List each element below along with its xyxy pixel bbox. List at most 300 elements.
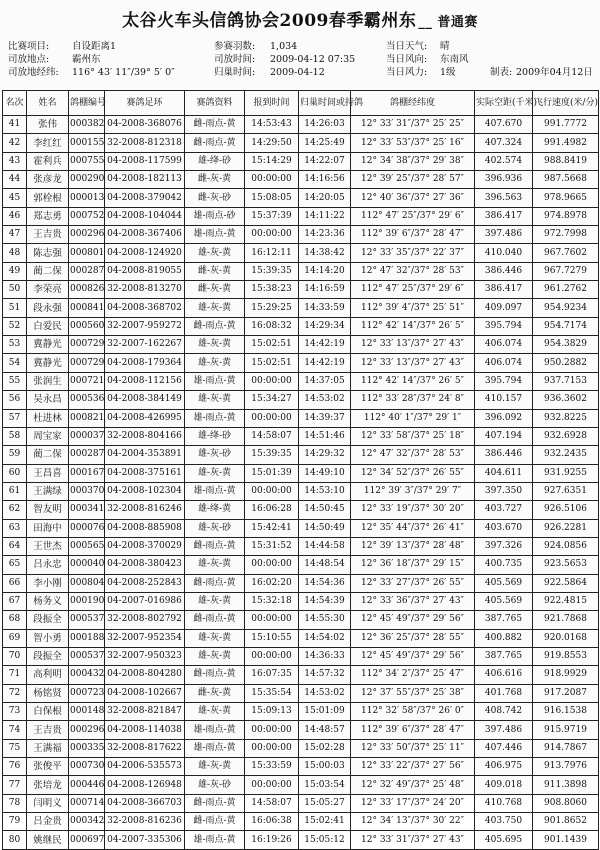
cell-speed: 931.9255	[533, 464, 599, 482]
cell-distance: 409.018	[475, 776, 533, 794]
cell-rank: 59	[3, 446, 27, 464]
cell-ring: 04-2008-375161	[105, 464, 185, 482]
cell-ring: 32-2007-950323	[105, 647, 185, 665]
cell-report-time: 14:58:07	[245, 427, 299, 445]
cell-return-time: 14:55:30	[299, 611, 351, 629]
cell-bird-info: 雄-雨点-黄	[185, 372, 245, 390]
cell-rank: 49	[3, 262, 27, 280]
cell-ring: 04-2008-112156	[105, 372, 185, 390]
cell-loft-coords: 12° 33′ 17″/37° 24′ 20″	[351, 794, 475, 812]
cell-speed: 911.3898	[533, 776, 599, 794]
cell-report-time: 00:00:00	[245, 482, 299, 500]
cell-name: 霍利兵	[27, 152, 69, 170]
cell-ring: 04-2008-114038	[105, 721, 185, 739]
cell-speed: 916.1538	[533, 703, 599, 721]
cell-loft-id: 000013	[69, 189, 105, 207]
cell-name: 闫明义	[27, 794, 69, 812]
cell-speed: 922.5864	[533, 574, 599, 592]
cell-loft-id: 000723	[69, 684, 105, 702]
cell-name: 郭栓根	[27, 189, 69, 207]
cell-report-time: 15:02:51	[245, 354, 299, 372]
cell-name: 王昌喜	[27, 464, 69, 482]
cell-bird-info: 雄-灰-黄	[185, 758, 245, 776]
table-row	[3, 684, 599, 702]
cell-distance: 407.194	[475, 427, 533, 445]
table-row	[3, 134, 599, 152]
wind-dir-value: 东南风	[440, 54, 469, 65]
cell-speed: 988.8419	[533, 152, 599, 170]
cell-report-time: 15:09:13	[245, 703, 299, 721]
header-distance: 实际空距(千米)	[475, 91, 533, 116]
cell-ring: 04-2008-380423	[105, 556, 185, 574]
title-sub: __ 普通赛	[418, 15, 478, 30]
cell-return-time: 14:49:10	[299, 464, 351, 482]
cell-name: 张润生	[27, 372, 69, 390]
project-value: 自设距离1	[72, 41, 117, 52]
table-row	[3, 758, 599, 776]
cell-speed: 922.4815	[533, 592, 599, 610]
header-row	[3, 91, 599, 116]
table-row	[3, 171, 599, 189]
cell-report-time: 14:53:43	[245, 116, 299, 134]
cell-distance: 404.611	[475, 464, 533, 482]
cell-ring: 32-2008-812318	[105, 134, 185, 152]
cell-loft-id: 000714	[69, 794, 105, 812]
cell-ring: 32-2007-959272	[105, 317, 185, 335]
cell-distance: 403.727	[475, 501, 533, 519]
cell-speed: 961.2762	[533, 281, 599, 299]
cell-name: 王吉贵	[27, 721, 69, 739]
cell-rank: 42	[3, 134, 27, 152]
entries-value: 1,034	[270, 41, 298, 52]
cell-speed: 919.8553	[533, 647, 599, 665]
cell-speed: 901.1439	[533, 831, 599, 849]
cell-bird-info: 雌-雨点-黄	[185, 317, 245, 335]
cell-report-time: 15:32:18	[245, 592, 299, 610]
cell-bird-info: 雄-灰-黄	[185, 354, 245, 372]
cell-name: 蔺二保	[27, 262, 69, 280]
cell-speed: 920.0168	[533, 629, 599, 647]
cell-rank: 73	[3, 703, 27, 721]
cell-ring: 04-2008-379042	[105, 189, 185, 207]
table-row	[3, 556, 599, 574]
cell-ring: 04-2008-384149	[105, 391, 185, 409]
cell-loft-id: 000826	[69, 281, 105, 299]
cell-bird-info: 雄-雨点-黄	[185, 482, 245, 500]
title-text: 太谷火车头信鸽协会2009春季霸州东	[122, 11, 417, 31]
made-label: 制表:	[490, 67, 513, 78]
table-row	[3, 262, 599, 280]
cell-distance: 397.350	[475, 482, 533, 500]
cell-loft-id: 000037	[69, 427, 105, 445]
header-loft-id: 鸽棚编号	[69, 91, 105, 116]
cell-speed: 927.6351	[533, 482, 599, 500]
cell-return-time: 14:16:56	[299, 171, 351, 189]
cell-ring: 04-2008-367406	[105, 226, 185, 244]
table-row	[3, 409, 599, 427]
cell-speed: 937.7153	[533, 372, 599, 390]
cell-speed: 950.2882	[533, 354, 599, 372]
cell-return-time: 14:36:33	[299, 647, 351, 665]
table-row	[3, 482, 599, 500]
cell-loft-id: 000335	[69, 739, 105, 757]
cell-loft-coords: 12° 33′ 31″/37° 25′ 25″	[351, 116, 475, 134]
cell-loft-id: 000341	[69, 501, 105, 519]
cell-ring: 32-2008-816246	[105, 501, 185, 519]
cell-return-time: 15:02:41	[299, 813, 351, 831]
cell-report-time: 15:38:23	[245, 281, 299, 299]
cell-loft-coords: 112° 42′ 14″/37° 26′ 5″	[351, 372, 475, 390]
cell-name: 吴永昌	[27, 391, 69, 409]
cell-name: 白爱民	[27, 317, 69, 335]
cell-bird-info: 雄-雨点-黄	[185, 831, 245, 849]
cell-loft-coords: 112° 39′ 4″/37° 25′ 51″	[351, 299, 475, 317]
cell-bird-info: 雄-雨点-黄	[185, 721, 245, 739]
weather-value: 晴	[440, 41, 450, 52]
cell-bird-info: 雄-灰-黄	[185, 336, 245, 354]
cell-loft-id: 000188	[69, 629, 105, 647]
table-row	[3, 574, 599, 592]
cell-loft-coords: 12° 33′ 31″/37° 27′ 43″	[351, 831, 475, 849]
header-loft-coords: 鸽棚经纬度	[351, 91, 475, 116]
cell-ring: 32-2008-817622	[105, 739, 185, 757]
cell-rank: 58	[3, 427, 27, 445]
cell-loft-coords: 12° 37′ 55″/37° 25′ 38″	[351, 684, 475, 702]
cell-loft-id: 000190	[69, 592, 105, 610]
cell-distance: 410.768	[475, 794, 533, 812]
cell-ring: 04-2008-885908	[105, 519, 185, 537]
cell-loft-coords: 112° 32′ 58″/37° 26′ 0″	[351, 703, 475, 721]
cell-speed: 991.4982	[533, 134, 599, 152]
cell-rank: 67	[3, 592, 27, 610]
cell-loft-coords: 112° 40′ 1″/37° 29′ 1″	[351, 409, 475, 427]
cell-name: 段振全	[27, 611, 69, 629]
table-row	[3, 592, 599, 610]
cell-loft-coords: 12° 33′ 50″/37° 25′ 11″	[351, 739, 475, 757]
cell-ring: 04-2008-102667	[105, 684, 185, 702]
cell-name: 姚继民	[27, 831, 69, 849]
cell-return-time: 15:01:09	[299, 703, 351, 721]
cell-distance: 396.563	[475, 189, 533, 207]
cell-return-time: 14:42:19	[299, 336, 351, 354]
cell-speed: 967.7602	[533, 244, 599, 262]
header-speed: 飞行速度(米/分)	[533, 91, 599, 116]
table-row	[3, 611, 599, 629]
cell-speed: 923.5653	[533, 556, 599, 574]
cell-return-time: 14:23:36	[299, 226, 351, 244]
cell-distance: 403.750	[475, 813, 533, 831]
cell-ring: 04-2008-102304	[105, 482, 185, 500]
cell-distance: 407.670	[475, 116, 533, 134]
cell-loft-id: 000536	[69, 391, 105, 409]
cell-report-time: 16:07:35	[245, 666, 299, 684]
cell-report-time: 15:10:55	[245, 629, 299, 647]
table-row	[3, 501, 599, 519]
cell-loft-coords: 112° 39′ 3″/37° 29′ 7″	[351, 482, 475, 500]
cell-speed: 917.2087	[533, 684, 599, 702]
cell-loft-coords: 112° 42′ 14″/37° 26′ 5″	[351, 317, 475, 335]
cell-rank: 79	[3, 813, 27, 831]
cell-return-time: 14:54:02	[299, 629, 351, 647]
cell-loft-coords: 112° 47′ 25″/37° 29′ 6″	[351, 281, 475, 299]
cell-loft-id: 000730	[69, 758, 105, 776]
cell-return-time: 14:51:46	[299, 427, 351, 445]
cell-distance: 386.446	[475, 446, 533, 464]
cell-rank: 78	[3, 794, 27, 812]
cell-loft-id: 000040	[69, 556, 105, 574]
cell-rank: 72	[3, 684, 27, 702]
cell-rank: 75	[3, 739, 27, 757]
cell-loft-coords: 12° 32′ 49″/37° 25′ 48″	[351, 776, 475, 794]
cell-rank: 71	[3, 666, 27, 684]
cell-bird-info: 雄-雨点-砂	[185, 207, 245, 225]
cell-bird-info: 雌-雨点-黄	[185, 666, 245, 684]
cell-ring: 04-2008-819055	[105, 262, 185, 280]
cell-return-time: 14:50:45	[299, 501, 351, 519]
cell-rank: 54	[3, 354, 27, 372]
cell-report-time: 16:02:20	[245, 574, 299, 592]
cell-loft-coords: 12° 34′ 52″/37° 26′ 55″	[351, 464, 475, 482]
cell-distance: 396.092	[475, 409, 533, 427]
cell-loft-id: 000801	[69, 244, 105, 262]
cell-return-time: 15:00:03	[299, 758, 351, 776]
cell-name: 王满绿	[27, 482, 69, 500]
cell-loft-coords: 112° 39′ 6″/37° 28′ 47″	[351, 721, 475, 739]
header-name: 姓名	[27, 91, 69, 116]
cell-ring: 04-2006-535573	[105, 758, 185, 776]
cell-bird-info: 雌-雨点-黄	[185, 134, 245, 152]
cell-rank: 51	[3, 299, 27, 317]
table-row	[3, 427, 599, 445]
page-title	[0, 6, 600, 31]
project-label: 比赛项目:	[8, 41, 50, 52]
cell-return-time: 14:42:19	[299, 354, 351, 372]
cell-return-time: 14:48:57	[299, 721, 351, 739]
header-return-time: 归巢时间或持鸽	[299, 91, 351, 116]
cell-return-time: 14:38:42	[299, 244, 351, 262]
cell-loft-id: 000841	[69, 299, 105, 317]
cell-loft-id: 000537	[69, 611, 105, 629]
cell-loft-coords: 12° 45′ 49″/37° 29′ 56″	[351, 647, 475, 665]
cell-report-time: 15:14:29	[245, 152, 299, 170]
table-row	[3, 831, 599, 849]
cell-return-time: 14:25:49	[299, 134, 351, 152]
wind-force-value: 1级	[440, 67, 456, 78]
cell-report-time: 16:12:11	[245, 244, 299, 262]
cell-speed: 932.6928	[533, 427, 599, 445]
cell-bird-info: 雄-灰-砂	[185, 446, 245, 464]
cell-report-time: 15:31:52	[245, 537, 299, 555]
wind-dir-label: 当日风向:	[386, 54, 428, 65]
cell-bird-info: 雄-灰-黄	[185, 244, 245, 262]
cell-return-time: 14:37:05	[299, 372, 351, 390]
cell-report-time: 00:00:00	[245, 171, 299, 189]
cell-loft-id: 000729	[69, 336, 105, 354]
cell-loft-coords: 12° 36′ 25″/37° 28′ 55″	[351, 629, 475, 647]
cell-loft-coords: 12° 39′ 13″/37° 28′ 48″	[351, 537, 475, 555]
cell-ring: 04-2008-104044	[105, 207, 185, 225]
cell-return-time: 14:16:59	[299, 281, 351, 299]
table-row	[3, 794, 599, 812]
cell-loft-coords: 112° 39′ 6″/37° 28′ 47″	[351, 226, 475, 244]
cell-report-time: 00:00:00	[245, 611, 299, 629]
cell-distance: 410.157	[475, 391, 533, 409]
table-row	[3, 226, 599, 244]
cell-loft-coords: 12° 33′ 58″/37° 25′ 18″	[351, 427, 475, 445]
cell-bird-info: 雌-雨点-黄	[185, 794, 245, 812]
cell-bird-info: 雄-灰-黄	[185, 464, 245, 482]
cell-return-time: 14:53:10	[299, 482, 351, 500]
cell-distance: 406.975	[475, 758, 533, 776]
table-row	[3, 336, 599, 354]
cell-loft-id: 000167	[69, 464, 105, 482]
cell-distance: 406.616	[475, 666, 533, 684]
release-time-value: 2009-04-12 07:35	[270, 54, 356, 65]
cell-bird-info: 雌-灰-黄	[185, 281, 245, 299]
cell-distance: 405.569	[475, 592, 533, 610]
cell-return-time: 14:57:32	[299, 666, 351, 684]
cell-bird-info: 雌-雨点-黄	[185, 611, 245, 629]
cell-ring: 04-2008-366703	[105, 794, 185, 812]
cell-report-time: 15:02:51	[245, 336, 299, 354]
cell-loft-coords: 12° 34′ 38″/37° 29′ 38″	[351, 152, 475, 170]
table-row	[3, 703, 599, 721]
table-row	[3, 116, 599, 134]
cell-report-time: 00:00:00	[245, 776, 299, 794]
cell-loft-coords: 12° 33′ 22″/37° 27′ 56″	[351, 758, 475, 776]
cell-distance: 387.765	[475, 647, 533, 665]
cell-loft-coords: 12° 33′ 27″/37° 26′ 55″	[351, 574, 475, 592]
cell-return-time: 14:29:34	[299, 317, 351, 335]
cell-distance: 407.324	[475, 134, 533, 152]
cell-speed: 954.7174	[533, 317, 599, 335]
cell-distance: 403.670	[475, 519, 533, 537]
cell-loft-id: 000537	[69, 647, 105, 665]
cell-rank: 70	[3, 647, 27, 665]
cell-name: 张培龙	[27, 776, 69, 794]
table-row	[3, 317, 599, 335]
cell-distance: 406.074	[475, 336, 533, 354]
cell-bird-info: 雌-灰-黄	[185, 171, 245, 189]
cell-loft-id: 000729	[69, 354, 105, 372]
return-time-value: 2009-04-12	[270, 67, 325, 78]
cell-name: 高利明	[27, 666, 69, 684]
table-row	[3, 647, 599, 665]
cell-loft-coords: 12° 34′ 13″/37° 30′ 22″	[351, 813, 475, 831]
cell-speed: 932.2435	[533, 446, 599, 464]
wind-force-label: 当日风力:	[386, 67, 428, 78]
cell-rank: 53	[3, 336, 27, 354]
cell-bird-info: 雌-雨点-黄	[185, 574, 245, 592]
cell-bird-info: 雄-灰-黄	[185, 299, 245, 317]
cell-distance: 405.569	[475, 574, 533, 592]
cell-return-time: 14:53:02	[299, 391, 351, 409]
cell-loft-id: 000565	[69, 537, 105, 555]
cell-name: 段振全	[27, 647, 69, 665]
cell-report-time: 15:37:39	[245, 207, 299, 225]
cell-return-time: 14:50:49	[299, 519, 351, 537]
cell-loft-coords: 12° 33′ 36″/37° 27′ 43″	[351, 592, 475, 610]
header-ring: 赛鸽足环	[105, 91, 185, 116]
cell-return-time: 14:26:03	[299, 116, 351, 134]
cell-bird-info: 雌-雨点-黄	[185, 116, 245, 134]
cell-loft-coords: 12° 40′ 36″/37° 27′ 36″	[351, 189, 475, 207]
cell-report-time: 15:29:25	[245, 299, 299, 317]
cell-speed: 921.7868	[533, 611, 599, 629]
release-time-label: 司放时间:	[214, 54, 256, 65]
made-value: 2009年04月12日	[516, 67, 593, 78]
cell-ring: 04-2008-252843	[105, 574, 185, 592]
cell-report-time: 15:39:35	[245, 262, 299, 280]
cell-distance: 405.695	[475, 831, 533, 849]
cell-rank: 76	[3, 758, 27, 776]
entries-label: 参赛羽数:	[214, 41, 256, 52]
header-bird-info: 赛鸽资料	[185, 91, 245, 116]
table-row	[3, 519, 599, 537]
cell-speed: 936.3602	[533, 391, 599, 409]
cell-loft-id: 000432	[69, 666, 105, 684]
cell-return-time: 14:14:20	[299, 262, 351, 280]
cell-rank: 77	[3, 776, 27, 794]
table-row	[3, 299, 599, 317]
cell-name: 郑志勇	[27, 207, 69, 225]
release-place-value: 霸州东	[72, 54, 101, 65]
cell-report-time: 00:00:00	[245, 739, 299, 757]
cell-ring: 32-2007-952354	[105, 629, 185, 647]
cell-rank: 50	[3, 281, 27, 299]
cell-speed: 967.7279	[533, 262, 599, 280]
cell-loft-id: 000697	[69, 831, 105, 849]
table-row	[3, 629, 599, 647]
cell-bird-info: 雌-灰-黄	[185, 262, 245, 280]
table-row	[3, 776, 599, 794]
cell-ring: 04-2008-179364	[105, 354, 185, 372]
cell-loft-coords: 12° 39′ 25″/37° 28′ 57″	[351, 171, 475, 189]
cell-name: 王世杰	[27, 537, 69, 555]
cell-name: 王吉贵	[27, 226, 69, 244]
cell-name: 张彦龙	[27, 171, 69, 189]
cell-bird-info: 雄-灰-黄	[185, 647, 245, 665]
cell-report-time: 16:19:26	[245, 831, 299, 849]
cell-speed: 908.8060	[533, 794, 599, 812]
cell-rank: 43	[3, 152, 27, 170]
table-row	[3, 281, 599, 299]
cell-ring: 04-2007-335306	[105, 831, 185, 849]
cell-name: 吕金贵	[27, 813, 69, 831]
cell-loft-coords: 112° 47′ 25″/37° 29′ 6″	[351, 207, 475, 225]
cell-loft-id: 000821	[69, 409, 105, 427]
cell-ring: 04-2008-368076	[105, 116, 185, 134]
cell-distance: 386.417	[475, 281, 533, 299]
cell-speed: 991.7772	[533, 116, 599, 134]
cell-rank: 74	[3, 721, 27, 739]
cell-report-time: 14:58:07	[245, 794, 299, 812]
cell-report-time: 15:08:05	[245, 189, 299, 207]
cell-name: 冀静光	[27, 354, 69, 372]
cell-distance: 395.794	[475, 317, 533, 335]
cell-speed: 954.9234	[533, 299, 599, 317]
cell-rank: 52	[3, 317, 27, 335]
cell-speed: 915.9719	[533, 721, 599, 739]
cell-name: 智友明	[27, 501, 69, 519]
cell-loft-coords: 12° 33′ 19″/37° 30′ 20″	[351, 501, 475, 519]
cell-loft-coords: 12° 35′ 44″/37° 26′ 41″	[351, 519, 475, 537]
release-coord-label: 司放地经纬:	[8, 67, 59, 78]
cell-loft-id: 000155	[69, 134, 105, 152]
cell-return-time: 14:11:22	[299, 207, 351, 225]
cell-return-time: 14:29:32	[299, 446, 351, 464]
table-row	[3, 446, 599, 464]
